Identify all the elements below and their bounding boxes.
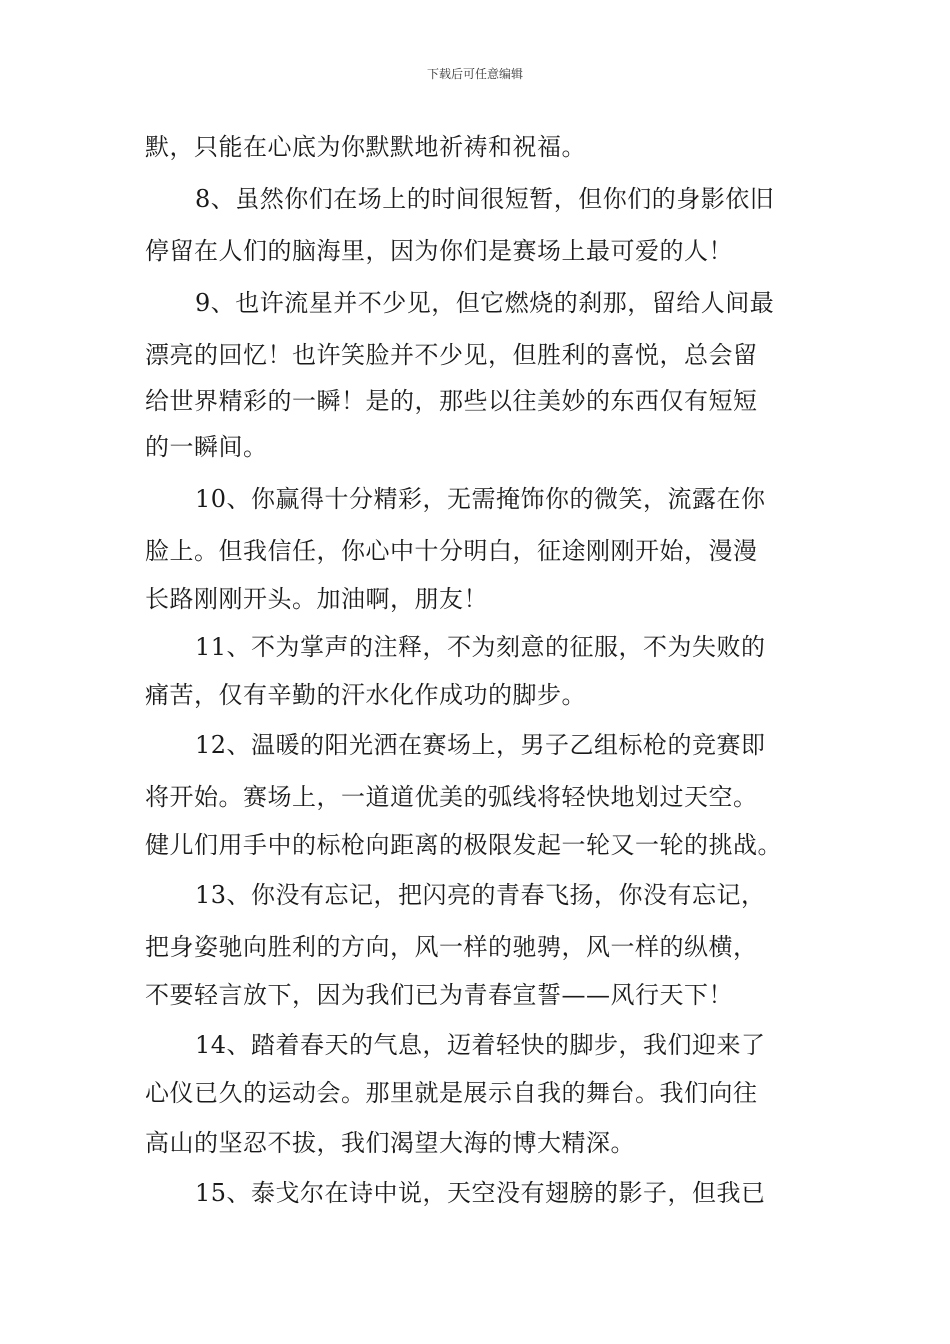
text-line: 默，只能在心底为你默默地祈祷和祝福。 bbox=[145, 133, 586, 161]
paragraph-11-line-2: 痛苦，仅有辛勤的汗水化作成功的脚步。 bbox=[145, 681, 586, 709]
page-header: 下载后可任意编辑 bbox=[426, 67, 523, 81]
paragraph-9-line-4: 的一瞬间。 bbox=[145, 433, 268, 461]
paragraph-11-line-1: 11、不为掌声的注释，不为刻意的征服，不为失败的 bbox=[195, 633, 766, 661]
paragraph-14-line-1: 14、踏着春天的气息，迈着轻快的脚步，我们迎来了 bbox=[195, 1031, 766, 1059]
paragraph-13-line-3: 不要轻言放下，因为我们已为青春宣誓——风行天下！ bbox=[145, 981, 733, 1009]
paragraph-15-line-1: 15、泰戈尔在诗中说，天空没有翅膀的影子，但我已 bbox=[195, 1179, 766, 1207]
paragraph-9-line-2: 漂亮的回忆！也许笑脸并不少见，但胜利的喜悦，总会留 bbox=[145, 341, 758, 369]
paragraph-13-line-2: 把身姿驰向胜利的方向，风一样的驰骋，风一样的纵横， bbox=[145, 933, 758, 961]
paragraph-10-line-2: 脸上。但我信任，你心中十分明白，征途刚刚开始，漫漫 bbox=[145, 537, 758, 565]
paragraph-14-line-3: 高山的坚忍不拔，我们渴望大海的博大精深。 bbox=[145, 1129, 635, 1157]
paragraph-13-line-1: 13、你没有忘记，把闪亮的青春飞扬，你没有忘记， bbox=[195, 881, 766, 909]
paragraph-12-line-3: 健儿们用手中的标枪向距离的极限发起一轮又一轮的挑战。 bbox=[145, 831, 782, 859]
paragraph-8-line-1: 8、虽然你们在场上的时间很短暂，但你们的身影依旧 bbox=[195, 185, 775, 213]
paragraph-10-line-3: 长路刚刚开头。加油啊，朋友！ bbox=[145, 585, 488, 613]
paragraph-12-line-2: 将开始。赛场上，一道道优美的弧线将轻快地划过天空。 bbox=[145, 783, 758, 811]
paragraph-9-line-3: 给世界精彩的一瞬！是的，那些以往美妙的东西仅有短短 bbox=[145, 387, 758, 415]
paragraph-14-line-2: 心仪已久的运动会。那里就是展示自我的舞台。我们向往 bbox=[145, 1079, 758, 1107]
paragraph-12-line-1: 12、温暖的阳光洒在赛场上，男子乙组标枪的竞赛即 bbox=[195, 731, 766, 759]
paragraph-8-line-2: 停留在人们的脑海里，因为你们是赛场上最可爱的人！ bbox=[145, 237, 733, 265]
paragraph-9-line-1: 9、也许流星并不少见，但它燃烧的刹那，留给人间最 bbox=[195, 289, 775, 317]
paragraph-10-line-1: 10、你赢得十分精彩，无需掩饰你的微笑，流露在你 bbox=[195, 485, 766, 513]
